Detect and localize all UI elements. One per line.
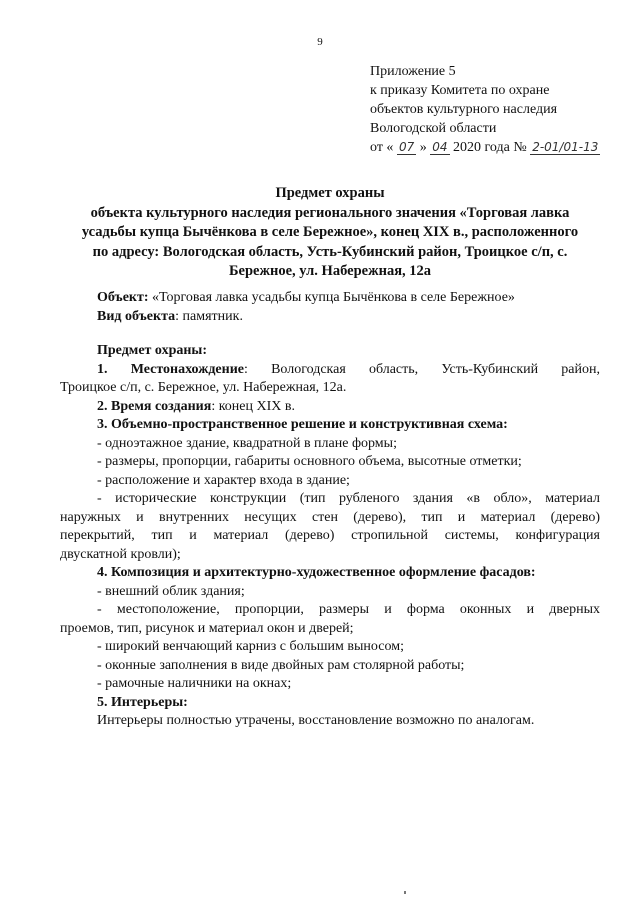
appendix-date-line [370, 138, 600, 157]
object-type-line [97, 307, 515, 326]
list-item: - рамочные наличники на окнах; [97, 676, 292, 691]
protection-subject [60, 342, 600, 731]
list-item: - внешний облик здания; [97, 583, 245, 599]
date-year: 2020 года № [453, 140, 527, 155]
document-title [60, 184, 600, 282]
appendix-line: к приказу Комитета по охране [370, 83, 550, 98]
list-item: - расположение и характер входа в здание; [97, 472, 350, 488]
handwritten-order-number: 2-01/01-13 [532, 140, 599, 154]
section-date [60, 398, 600, 417]
object-type-value: : памятник. [175, 309, 243, 324]
appendix-line: объектов культурного наследия [370, 102, 558, 117]
object-line [97, 288, 515, 307]
date-label: 2. Время создания [97, 398, 212, 414]
title-line: усадьбы купца Бычёнкова в селе Бережное», конец XIX в., расположенного [81, 224, 579, 240]
date-text: : конец XIX в. [211, 398, 295, 414]
list-item: - исторические конструкции (тип рубленого здания «в обло», материал [97, 491, 600, 506]
object-value: «Торговая лавка усадьбы купца Бычёнкова в селе Бережное» [148, 290, 515, 305]
list-item: - одноэтажное здание, квадратной в плане формы; [97, 435, 397, 451]
title-line: по адресу: Вологодская область, Усть-Кубинский район, Троицкое с/п, с. [92, 243, 568, 260]
list-item-cont: проемов, тип, рисунок и материал окон и дверей; [60, 620, 354, 636]
date-prefix: от « [370, 140, 394, 155]
object-label: Объект: [97, 290, 149, 305]
title-line: Предмет охраны [275, 185, 385, 201]
list-item-cont: перекрытий, тип и материал (дерево) стропильной системы, конфигурация [60, 528, 600, 543]
handwritten-day: 07 [398, 140, 415, 154]
page-number: 9 [317, 36, 323, 48]
title-line: объекта культурного наследия регионального значения «Торговая лавка [90, 204, 570, 221]
section-num: 1. [97, 361, 108, 377]
appendix-line: Приложение 5 [370, 64, 456, 79]
section-heading: 4. Композиция и архитектурно-художественное оформление фасадов: [97, 565, 536, 580]
list-item: - широкий венчающий карниз с большим выносом; [97, 639, 404, 654]
list-item: - оконные заполнения в виде двойных рам столярной работы; [97, 657, 465, 673]
appendix-header [370, 62, 600, 157]
handwritten-month: 04 [432, 140, 448, 154]
location-text-cont: Троицкое с/п, с. Бережное, ул. Набережная, 12а. [60, 380, 347, 395]
location-text: : Вологодская область, Усть-Кубинский район, [244, 361, 601, 377]
appendix-line: Вологодской области [370, 121, 497, 136]
section-heading: 3. Объемно-пространственное решение и конструктивная схема: [97, 417, 508, 432]
list-item: - размеры, пропорции, габариты основного объема, высотные отметки; [97, 454, 522, 469]
date-mid: » [419, 140, 427, 155]
scan-speck [404, 891, 406, 894]
object-type-label: Вид объекта [97, 309, 176, 324]
object-info [97, 288, 515, 326]
location-label: Местонахождение [130, 361, 244, 377]
interiors-text: Интерьеры полностью утрачены, восстановление возможно по аналогам. [97, 713, 535, 728]
section-heading: Предмет охраны: [97, 343, 208, 358]
list-item: - местоположение, пропорции, размеры и форма оконных и дверных [97, 602, 600, 617]
list-item-cont: двускатной кровли); [60, 546, 181, 562]
title-line: Бережное, ул. Набережная, 12а [228, 263, 432, 279]
section-heading: 5. Интерьеры: [97, 694, 188, 710]
list-item-cont: наружных и внутренних несущих стен (дерево), тип и материал (дерево) [60, 509, 600, 525]
section-location [60, 361, 600, 380]
